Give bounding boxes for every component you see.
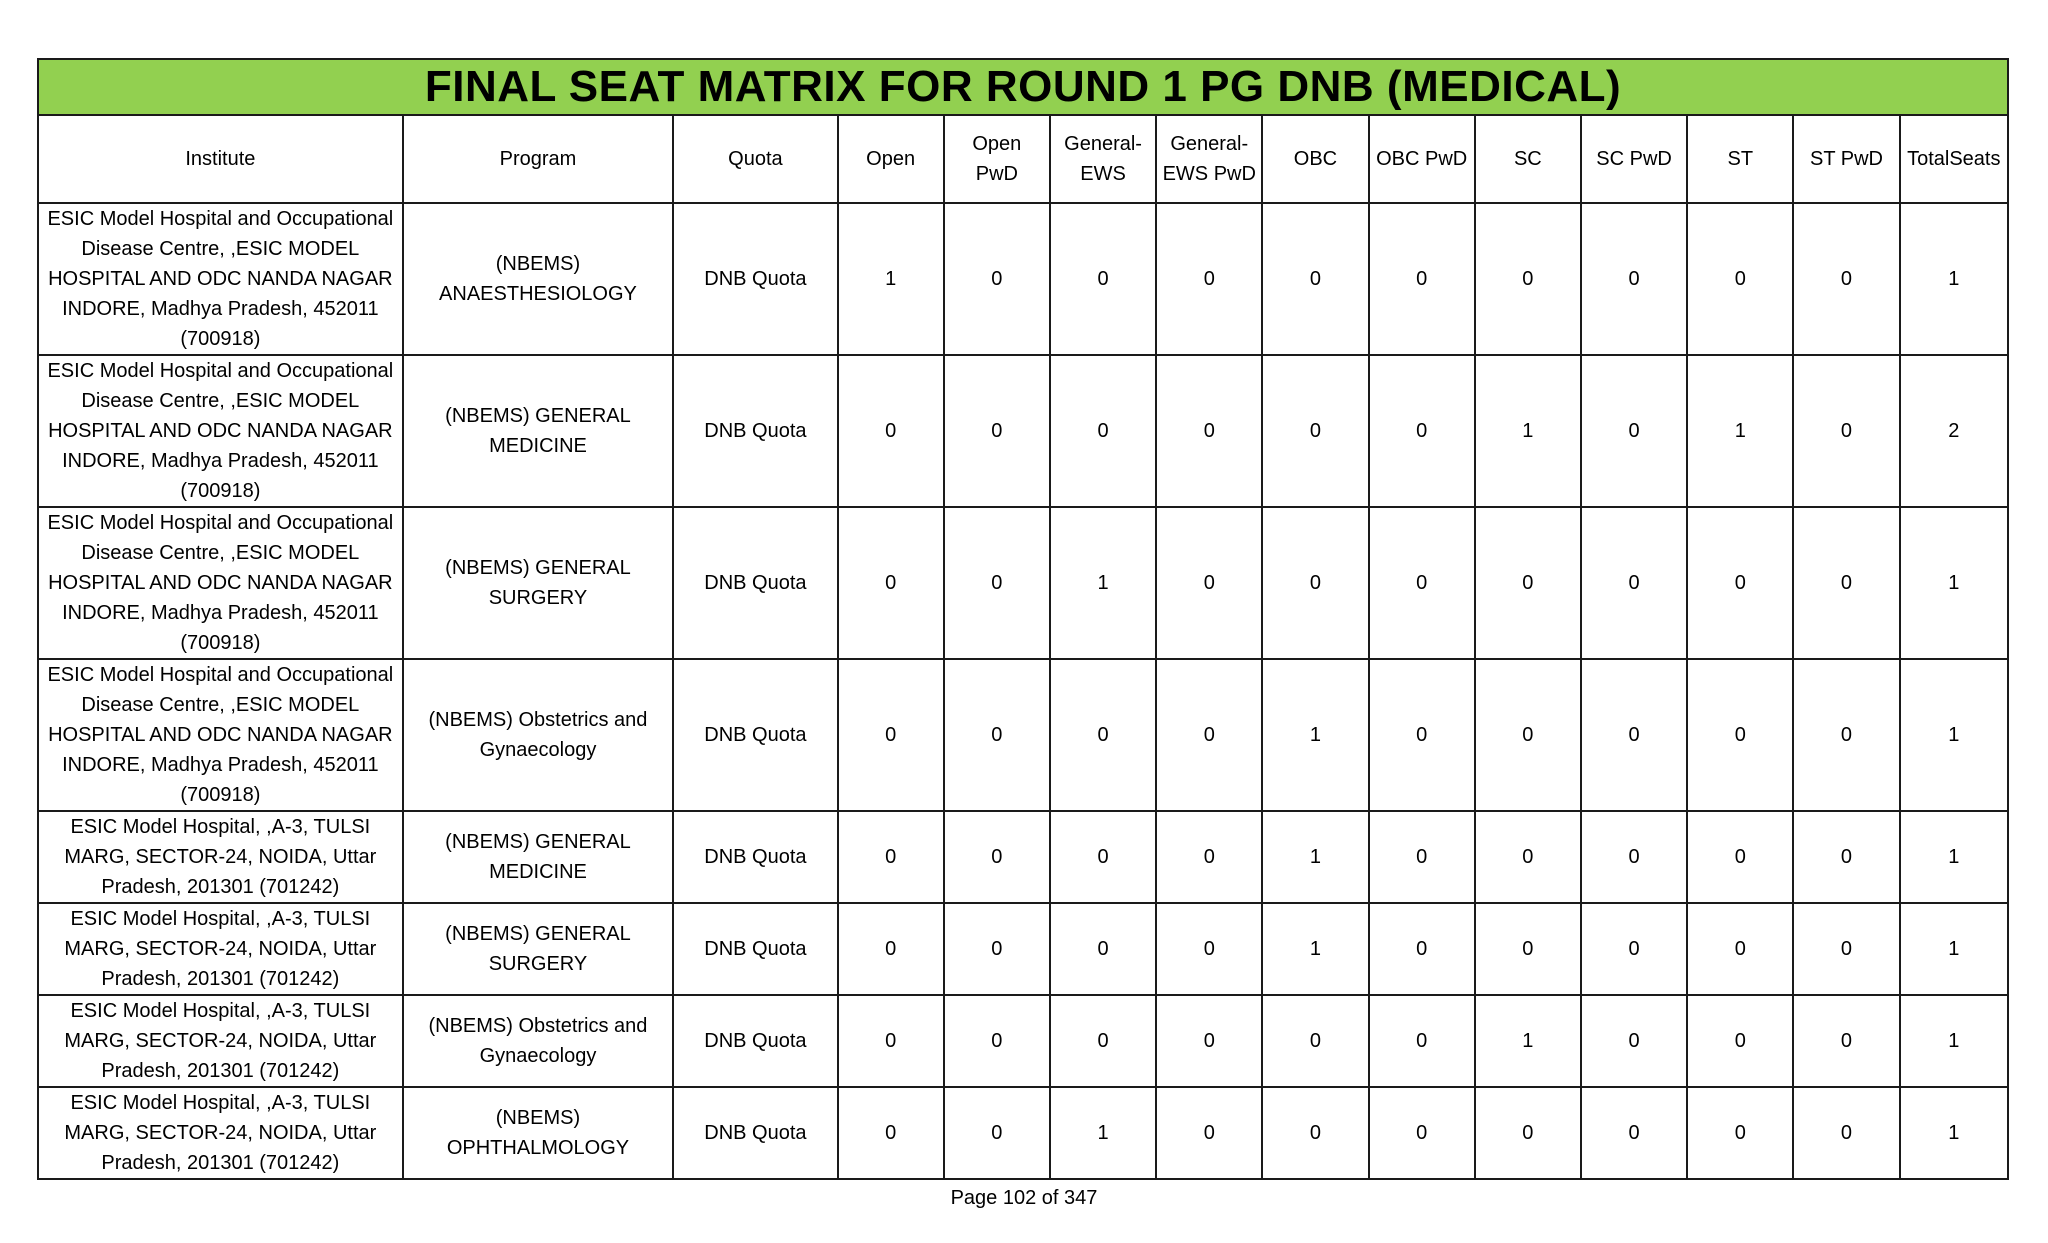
cell-st-pwd: 0 bbox=[1793, 903, 1899, 995]
column-header-general-ews-pwd: General-EWS PwD bbox=[1156, 115, 1262, 203]
cell-program: (NBEMS) OPHTHALMOLOGY bbox=[403, 1087, 674, 1179]
cell-total-seats: 1 bbox=[1900, 903, 2008, 995]
cell-st-pwd: 0 bbox=[1793, 203, 1899, 355]
cell-obc: 1 bbox=[1262, 811, 1368, 903]
cell-program: (NBEMS) GENERAL MEDICINE bbox=[403, 811, 674, 903]
cell-open-pwd: 0 bbox=[944, 903, 1050, 995]
cell-program: (NBEMS) GENERAL SURGERY bbox=[403, 507, 674, 659]
cell-total-seats: 1 bbox=[1900, 811, 2008, 903]
cell-institute: ESIC Model Hospital, ,A-3, TULSI MARG, SECTOR-24, NOIDA, Uttar Pradesh, 201301 (701242) bbox=[38, 811, 403, 903]
cell-st-pwd: 0 bbox=[1793, 659, 1899, 811]
cell-obc-pwd: 0 bbox=[1369, 811, 1475, 903]
cell-obc: 0 bbox=[1262, 203, 1368, 355]
cell-st: 0 bbox=[1687, 203, 1793, 355]
cell-st: 1 bbox=[1687, 355, 1793, 507]
cell-quota: DNB Quota bbox=[673, 203, 837, 355]
cell-general-ews: 1 bbox=[1050, 507, 1156, 659]
cell-open: 0 bbox=[838, 1087, 944, 1179]
cell-open-pwd: 0 bbox=[944, 811, 1050, 903]
title-row bbox=[38, 59, 2008, 115]
cell-obc: 0 bbox=[1262, 995, 1368, 1087]
seat-matrix-sheet bbox=[37, 58, 2009, 1180]
cell-quota: DNB Quota bbox=[673, 903, 837, 995]
table-row bbox=[38, 203, 2008, 355]
cell-open-pwd: 0 bbox=[944, 355, 1050, 507]
cell-general-ews: 0 bbox=[1050, 995, 1156, 1087]
cell-obc: 1 bbox=[1262, 903, 1368, 995]
column-header-obc-pwd: OBC PwD bbox=[1369, 115, 1475, 203]
cell-st-pwd: 0 bbox=[1793, 507, 1899, 659]
cell-obc-pwd: 0 bbox=[1369, 507, 1475, 659]
cell-open: 1 bbox=[838, 203, 944, 355]
cell-general-ews-pwd: 0 bbox=[1156, 507, 1262, 659]
cell-quota: DNB Quota bbox=[673, 355, 837, 507]
cell-sc: 1 bbox=[1475, 995, 1581, 1087]
cell-obc-pwd: 0 bbox=[1369, 903, 1475, 995]
cell-obc-pwd: 0 bbox=[1369, 203, 1475, 355]
column-header-st: ST bbox=[1687, 115, 1793, 203]
cell-total-seats: 2 bbox=[1900, 355, 2008, 507]
table-row bbox=[38, 995, 2008, 1087]
cell-open: 0 bbox=[838, 507, 944, 659]
cell-quota: DNB Quota bbox=[673, 995, 837, 1087]
cell-general-ews-pwd: 0 bbox=[1156, 811, 1262, 903]
cell-total-seats: 1 bbox=[1900, 659, 2008, 811]
column-header-sc: SC bbox=[1475, 115, 1581, 203]
cell-general-ews: 0 bbox=[1050, 355, 1156, 507]
cell-general-ews-pwd: 0 bbox=[1156, 355, 1262, 507]
cell-quota: DNB Quota bbox=[673, 811, 837, 903]
cell-open: 0 bbox=[838, 355, 944, 507]
cell-open: 0 bbox=[838, 903, 944, 995]
cell-obc: 1 bbox=[1262, 659, 1368, 811]
cell-sc-pwd: 0 bbox=[1581, 995, 1687, 1087]
cell-sc-pwd: 0 bbox=[1581, 355, 1687, 507]
cell-sc-pwd: 0 bbox=[1581, 903, 1687, 995]
cell-open-pwd: 0 bbox=[944, 1087, 1050, 1179]
column-header-program: Program bbox=[403, 115, 674, 203]
cell-quota: DNB Quota bbox=[673, 659, 837, 811]
cell-institute: ESIC Model Hospital and Occupational Disease Centre, ,ESIC MODEL HOSPITAL AND ODC NANDA NAGAR INDORE, Madhya Pradesh, 452011 (700918) bbox=[38, 507, 403, 659]
column-header-institute: Institute bbox=[38, 115, 403, 203]
cell-sc-pwd: 0 bbox=[1581, 203, 1687, 355]
cell-program: (NBEMS) Obstetrics and Gynaecology bbox=[403, 659, 674, 811]
cell-quota: DNB Quota bbox=[673, 1087, 837, 1179]
cell-open: 0 bbox=[838, 995, 944, 1087]
cell-general-ews: 0 bbox=[1050, 659, 1156, 811]
cell-obc: 0 bbox=[1262, 355, 1368, 507]
header-row bbox=[38, 115, 2008, 203]
cell-quota: DNB Quota bbox=[673, 507, 837, 659]
cell-st: 0 bbox=[1687, 811, 1793, 903]
column-header-general-ews: General-EWS bbox=[1050, 115, 1156, 203]
column-header-st-pwd: ST PwD bbox=[1793, 115, 1899, 203]
cell-total-seats: 1 bbox=[1900, 1087, 2008, 1179]
page-title: FINAL SEAT MATRIX FOR ROUND 1 PG DNB (MEDICAL) bbox=[38, 59, 2008, 115]
cell-obc-pwd: 0 bbox=[1369, 355, 1475, 507]
cell-st: 0 bbox=[1687, 659, 1793, 811]
table-row bbox=[38, 903, 2008, 995]
cell-sc-pwd: 0 bbox=[1581, 507, 1687, 659]
cell-program: (NBEMS) GENERAL SURGERY bbox=[403, 903, 674, 995]
cell-general-ews: 1 bbox=[1050, 1087, 1156, 1179]
cell-program: (NBEMS) GENERAL MEDICINE bbox=[403, 355, 674, 507]
cell-sc: 0 bbox=[1475, 903, 1581, 995]
cell-program: (NBEMS) Obstetrics and Gynaecology bbox=[403, 995, 674, 1087]
cell-sc: 0 bbox=[1475, 659, 1581, 811]
column-header-open-pwd: Open PwD bbox=[944, 115, 1050, 203]
cell-sc: 0 bbox=[1475, 203, 1581, 355]
column-header-total-seats: TotalSeats bbox=[1900, 115, 2008, 203]
cell-sc: 0 bbox=[1475, 507, 1581, 659]
cell-obc: 0 bbox=[1262, 507, 1368, 659]
cell-sc: 0 bbox=[1475, 1087, 1581, 1179]
cell-open-pwd: 0 bbox=[944, 203, 1050, 355]
table-row bbox=[38, 355, 2008, 507]
cell-st-pwd: 0 bbox=[1793, 811, 1899, 903]
cell-st-pwd: 0 bbox=[1793, 995, 1899, 1087]
cell-sc-pwd: 0 bbox=[1581, 659, 1687, 811]
cell-general-ews: 0 bbox=[1050, 811, 1156, 903]
column-header-obc: OBC bbox=[1262, 115, 1368, 203]
cell-sc-pwd: 0 bbox=[1581, 1087, 1687, 1179]
cell-obc: 0 bbox=[1262, 1087, 1368, 1179]
cell-sc-pwd: 0 bbox=[1581, 811, 1687, 903]
cell-st-pwd: 0 bbox=[1793, 355, 1899, 507]
cell-open: 0 bbox=[838, 659, 944, 811]
cell-institute: ESIC Model Hospital and Occupational Disease Centre, ,ESIC MODEL HOSPITAL AND ODC NANDA NAGAR INDORE, Madhya Pradesh, 452011 (700918) bbox=[38, 659, 403, 811]
table-row bbox=[38, 659, 2008, 811]
cell-general-ews-pwd: 0 bbox=[1156, 995, 1262, 1087]
cell-open: 0 bbox=[838, 811, 944, 903]
cell-general-ews-pwd: 0 bbox=[1156, 659, 1262, 811]
cell-st: 0 bbox=[1687, 507, 1793, 659]
cell-institute: ESIC Model Hospital and Occupational Disease Centre, ,ESIC MODEL HOSPITAL AND ODC NANDA NAGAR INDORE, Madhya Pradesh, 452011 (700918) bbox=[38, 355, 403, 507]
cell-total-seats: 1 bbox=[1900, 203, 2008, 355]
cell-total-seats: 1 bbox=[1900, 507, 2008, 659]
column-header-quota: Quota bbox=[673, 115, 837, 203]
cell-general-ews-pwd: 0 bbox=[1156, 203, 1262, 355]
cell-obc-pwd: 0 bbox=[1369, 659, 1475, 811]
cell-institute: ESIC Model Hospital, ,A-3, TULSI MARG, SECTOR-24, NOIDA, Uttar Pradesh, 201301 (701242) bbox=[38, 1087, 403, 1179]
cell-st-pwd: 0 bbox=[1793, 1087, 1899, 1179]
cell-institute: ESIC Model Hospital and Occupational Disease Centre, ,ESIC MODEL HOSPITAL AND ODC NANDA NAGAR INDORE, Madhya Pradesh, 452011 (700918) bbox=[38, 203, 403, 355]
table-row bbox=[38, 811, 2008, 903]
cell-st: 0 bbox=[1687, 995, 1793, 1087]
cell-general-ews-pwd: 0 bbox=[1156, 1087, 1262, 1179]
cell-general-ews-pwd: 0 bbox=[1156, 903, 1262, 995]
column-header-sc-pwd: SC PwD bbox=[1581, 115, 1687, 203]
table-row bbox=[38, 507, 2008, 659]
column-header-open: Open bbox=[838, 115, 944, 203]
cell-st: 0 bbox=[1687, 903, 1793, 995]
cell-sc: 0 bbox=[1475, 811, 1581, 903]
cell-general-ews: 0 bbox=[1050, 903, 1156, 995]
cell-institute: ESIC Model Hospital, ,A-3, TULSI MARG, SECTOR-24, NOIDA, Uttar Pradesh, 201301 (701242) bbox=[38, 903, 403, 995]
cell-obc-pwd: 0 bbox=[1369, 995, 1475, 1087]
cell-open-pwd: 0 bbox=[944, 659, 1050, 811]
table-row bbox=[38, 1087, 2008, 1179]
cell-program: (NBEMS) ANAESTHESIOLOGY bbox=[403, 203, 674, 355]
cell-open-pwd: 0 bbox=[944, 995, 1050, 1087]
cell-open-pwd: 0 bbox=[944, 507, 1050, 659]
cell-st: 0 bbox=[1687, 1087, 1793, 1179]
cell-institute: ESIC Model Hospital, ,A-3, TULSI MARG, SECTOR-24, NOIDA, Uttar Pradesh, 201301 (701242) bbox=[38, 995, 403, 1087]
cell-general-ews: 0 bbox=[1050, 203, 1156, 355]
seat-matrix-table bbox=[37, 58, 2009, 1180]
cell-sc: 1 bbox=[1475, 355, 1581, 507]
cell-total-seats: 1 bbox=[1900, 995, 2008, 1087]
page-number: Page 102 of 347 bbox=[950, 1187, 1098, 1209]
cell-obc-pwd: 0 bbox=[1369, 1087, 1475, 1179]
